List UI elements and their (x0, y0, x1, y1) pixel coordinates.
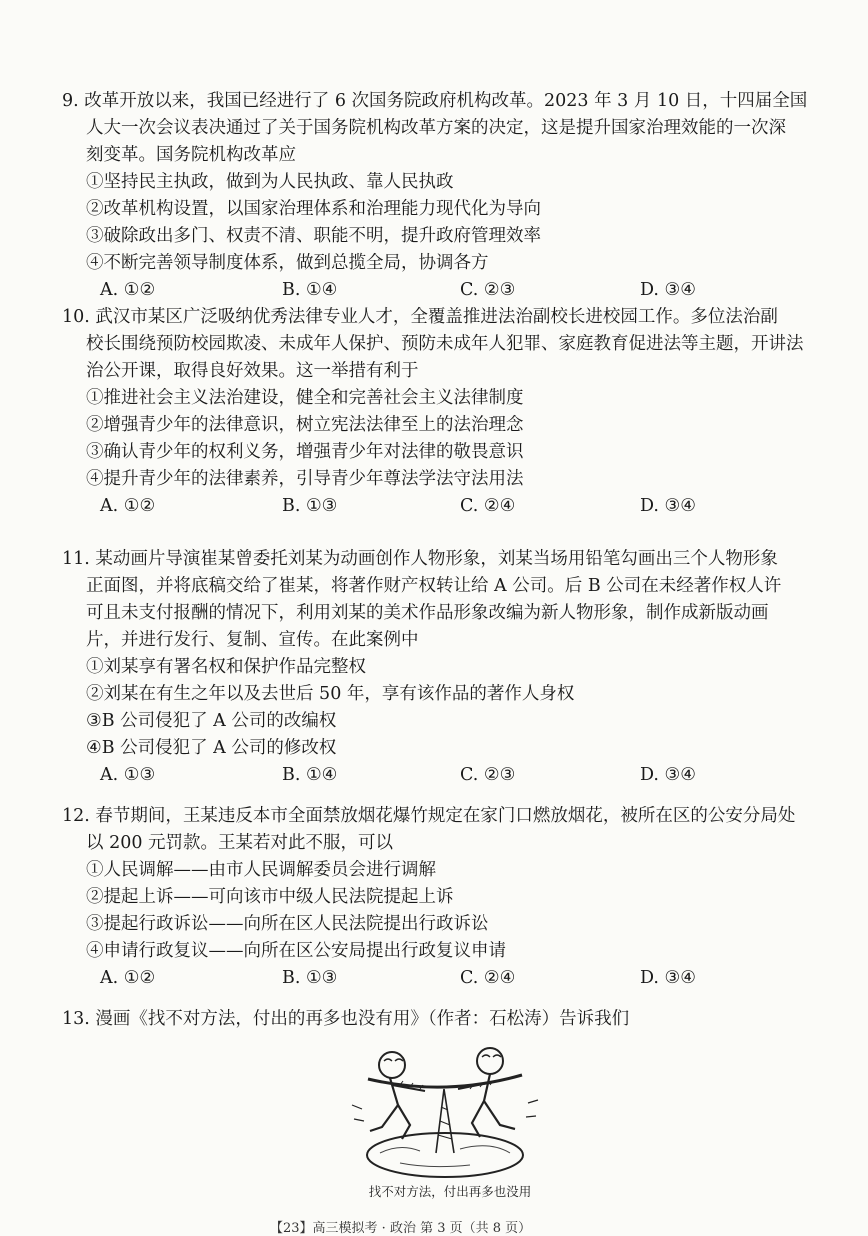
option-d: D. ③④ (640, 968, 696, 988)
question-11-item-4: ④B 公司侵犯了 A 公司的修改权 (86, 738, 337, 758)
option-b: B. ①③ (282, 968, 338, 988)
option-c: C. ②④ (460, 496, 516, 516)
question-9-item-2: ②改革机构设置，以国家治理体系和治理能力现代化为导向 (86, 199, 541, 219)
option-d: D. ③④ (640, 496, 696, 516)
question-11-stem-line-3: 可且未支付报酬的情况下，利用刘某的美术作品形象改编为新人物形象，制作成新版动画 (86, 603, 769, 623)
question-12-item-4: ④申请行政复议——向所在区公安局提出行政复议申请 (86, 941, 506, 961)
question-13 (62, 1006, 802, 1033)
option-a: A. ①② (100, 280, 156, 300)
question-11 (62, 546, 802, 789)
question-9-item-1: ①坚持民主执政，做到为人民执政、靠人民执政 (86, 172, 454, 192)
question-11-options (62, 762, 802, 789)
question-9-stem-line-2: 人大一次会议表决通过了关于国务院机构改革方案的决定，这是提升国家治理效能的一次深 (86, 118, 786, 138)
page-footer (270, 1209, 600, 1236)
question-9 (62, 88, 808, 304)
question-12-stem-line-2: 以 200 元罚款。王某若对此不服，可以 (86, 833, 394, 853)
cartoon-illustration (340, 1035, 550, 1185)
question-11-stem-line-4: 片，并进行发行、复制、宣传。在此案例中 (86, 630, 419, 650)
question-10-stem-line-3: 治公开课，取得良好效果。这一举措有利于 (86, 361, 419, 381)
question-10-item-3: ③确认青少年的权利义务，增强青少年对法律的敬畏意识 (86, 442, 524, 462)
question-11-item-3: ③B 公司侵犯了 A 公司的改编权 (86, 711, 337, 731)
question-10-options (62, 493, 802, 520)
option-a: A. ①② (100, 496, 156, 516)
question-9-options (62, 277, 802, 304)
question-9-stem-line-3: 刻变革。国务院机构改革应 (86, 145, 296, 165)
question-12-item-1: ①人民调解——由市人民调解委员会进行调解 (86, 860, 436, 880)
option-a: A. ①② (100, 968, 156, 988)
question-10-item-2: ②增强青少年的法律意识，树立宪法法律至上的法治理念 (86, 415, 524, 435)
question-9-item-3: ③破除政出多门、权责不清、职能不明，提升政府管理效率 (86, 226, 541, 246)
question-11-item-2: ②刘某在有生之年以及去世后 50 年，享有该作品的著作人身权 (86, 684, 575, 704)
footer-text: 【23】高三模拟考 · 政治 第 3 页（共 8 页） (270, 1221, 532, 1236)
option-a: A. ①③ (100, 765, 156, 785)
question-10 (62, 304, 802, 520)
question-10-item-1: ①推进社会主义法治建设，健全和完善社会主义法律制度 (86, 388, 524, 408)
option-d: D. ③④ (640, 280, 696, 300)
option-b: B. ①④ (282, 765, 338, 785)
option-b: B. ①③ (282, 496, 338, 516)
question-9-item-4: ④不断完善领导制度体系，做到总揽全局，协调各方 (86, 253, 489, 273)
option-c: C. ②③ (460, 280, 516, 300)
question-11-stem-line-2: 正面图，并将底稿交给了崔某，将著作财产权转让给 A 公司。后 B 公司在未经著作权人许 (86, 576, 782, 596)
question-12-options (62, 965, 802, 992)
question-12-item-2: ②提起上诉——可向该市中级人民法院提起上诉 (86, 887, 454, 907)
option-b: B. ①④ (282, 280, 338, 300)
question-13-stem-line-1: 13. 漫画《找不对方法，付出的再多也没有用》（作者：石松涛）告诉我们 (62, 1009, 630, 1029)
question-10-stem-line-2: 校长围绕预防校园欺凌、未成年人保护、预防未成年人犯罪、家庭教育促进法等主题，开讲法 (86, 334, 804, 354)
option-d: D. ③④ (640, 765, 696, 785)
question-12-item-3: ③提起行政诉讼——向所在区人民法院提出行政诉讼 (86, 914, 489, 934)
question-11-stem-line-1: 11. 某动画片导演崔某曾委托刘某为动画创作人物形象，刘某当场用铅笔勾画出三个人物形象 (62, 549, 778, 569)
question-10-stem-line-1: 10. 武汉市某区广泛吸纳优秀法律专业人才，全覆盖推进法治副校长进校园工作。多位法治副 (62, 307, 778, 327)
option-c: C. ②③ (460, 765, 516, 785)
question-12-stem-line-1: 12. 春节期间，王某违反本市全面禁放烟花爆竹规定在家门口燃放烟花，被所在区的公安分局处 (62, 806, 796, 826)
question-10-item-4: ④提升青少年的法律素养，引导青少年尊法学法守法用法 (86, 469, 524, 489)
question-9-stem-line-1: 9. 改革开放以来，我国已经进行了 6 次国务院政府机构改革。2023 年 3 月 10 日，十四届全国 (62, 91, 808, 111)
question-12 (62, 803, 802, 992)
cartoon-caption: 找不对方法，付出再多也没用 (368, 1184, 532, 1199)
option-c: C. ②④ (460, 968, 516, 988)
question-11-item-1: ①刘某享有署名权和保护作品完整权 (86, 657, 366, 677)
